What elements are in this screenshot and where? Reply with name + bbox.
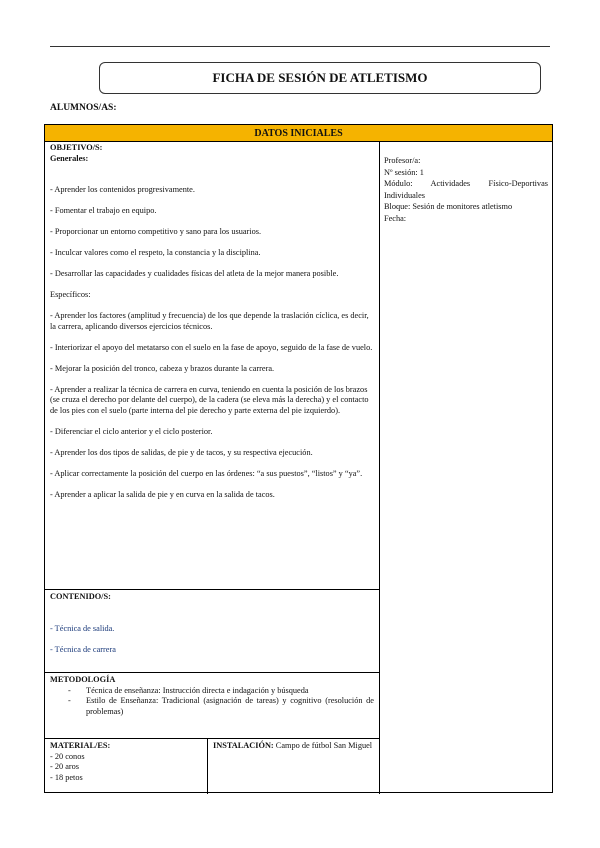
objetivo-especifico: - Aprender a aplicar la salida de pie y en curva en la salida de tacos. [50, 489, 275, 499]
instalacion-heading: INSTALACIÓN: [213, 741, 274, 750]
document-title: FICHA DE SESIÓN DE ATLETISMO [99, 62, 541, 94]
objetivos-heading: OBJETIVO/S: [50, 143, 103, 152]
metodologia-item: - Estilo de Enseñanza: Tradicional (asignación de tareas) y cognitivo (resolución de problemas) [86, 696, 374, 717]
contenidos-cell [45, 590, 379, 673]
objetivo-general: - Proporcionar un entorno competitivo y sano para los usuarios. [50, 227, 262, 236]
left-column [45, 141, 380, 794]
info-column [380, 141, 552, 224]
objetivo-general: - Aprender los contenidos progresivamente. [50, 185, 195, 194]
metodologia-cell [45, 673, 379, 739]
objetivos-cell [45, 141, 379, 590]
modulo-label: Módulo: Actividades Físico-Deportivas Individuales [384, 179, 548, 200]
generales-label: Generales: [50, 153, 89, 163]
objetivo-general: - Fomentar el trabajo en equipo. [50, 206, 157, 215]
sesion-number: Nº sesión: 1 [384, 167, 424, 177]
datos-iniciales-header: DATOS INICIALES [45, 125, 552, 142]
objetivo-especifico: - Diferenciar el ciclo anterior y el ciclo posterior. [50, 426, 213, 436]
contenido-item: - Técnica de salida. [50, 623, 115, 633]
objetivo-especifico: - Aprender a realizar la técnica de carrera en curva, teniendo en cuenta la posición de los brazos (se cruza el derecho por delante del cuerpo), de la cadera (se eleva más la derecha) y el contacto de los pies con el suelo (parte interna del pie derecho y parte externa del pie izquierdo). [50, 384, 369, 415]
objetivo-general: - Inculcar valores como el respeto, la constancia y la disciplina. [50, 248, 261, 257]
material-instalacion-row [45, 739, 379, 794]
especificos-label: Específicos: [50, 290, 91, 299]
contenidos-heading: CONTENIDO/S: [50, 592, 111, 601]
bloque-label: Bloque: Sesión de monitores atletismo [384, 202, 513, 211]
material-item: - 18 petos [50, 772, 83, 782]
objetivo-especifico: - Mejorar la posición del tronco, cabeza y brazos durante la carrera. [50, 363, 275, 373]
profesor-label: Profesor/a: [384, 156, 421, 165]
instalacion-value: Campo de fútbol San Miguel [275, 741, 373, 750]
objetivo-especifico: - Interiorizar el apoyo del metatarso con el suelo en la fase de apoyo, seguido de la fase de vuelo. [50, 342, 373, 352]
top-rule [50, 46, 550, 47]
material-heading: MATERIAL/ES: [50, 741, 111, 750]
metodologia-item: - Técnica de enseñanza: Instrucción directa e indagación y búsqueda [86, 686, 374, 697]
fecha-label: Fecha: [384, 213, 407, 223]
objetivo-especifico: - Aprender los factores (amplitud y frecuencia) de los que depende la traslación cíclica, es decir, la carrera, aplicando diversos ejercicios técnicos. [50, 311, 369, 331]
material-item: - 20 aros [50, 762, 80, 771]
session-table [44, 124, 553, 793]
alumnos-label: ALUMNOS/AS: [50, 103, 117, 113]
material-item: - 20 conos [50, 751, 85, 761]
contenido-item: - Técnica de carrera [50, 644, 116, 654]
objetivo-especifico: - Aplicar correctamente la posición del cuerpo en las órdenes: “a sus puestos”, “listos” y “ya”. [50, 468, 363, 478]
material-cell [45, 739, 208, 794]
instalacion-cell [208, 739, 379, 794]
objetivo-especifico: - Aprender los dos tipos de salidas, de pie y de tacos, y su respectiva ejecución. [50, 447, 313, 457]
objetivo-general: - Desarrollar las capacidades y cualidades físicas del atleta de la mejor manera posible. [50, 269, 339, 278]
metodologia-list [50, 686, 374, 718]
metodologia-heading: METODOLOGÍA [50, 675, 116, 684]
